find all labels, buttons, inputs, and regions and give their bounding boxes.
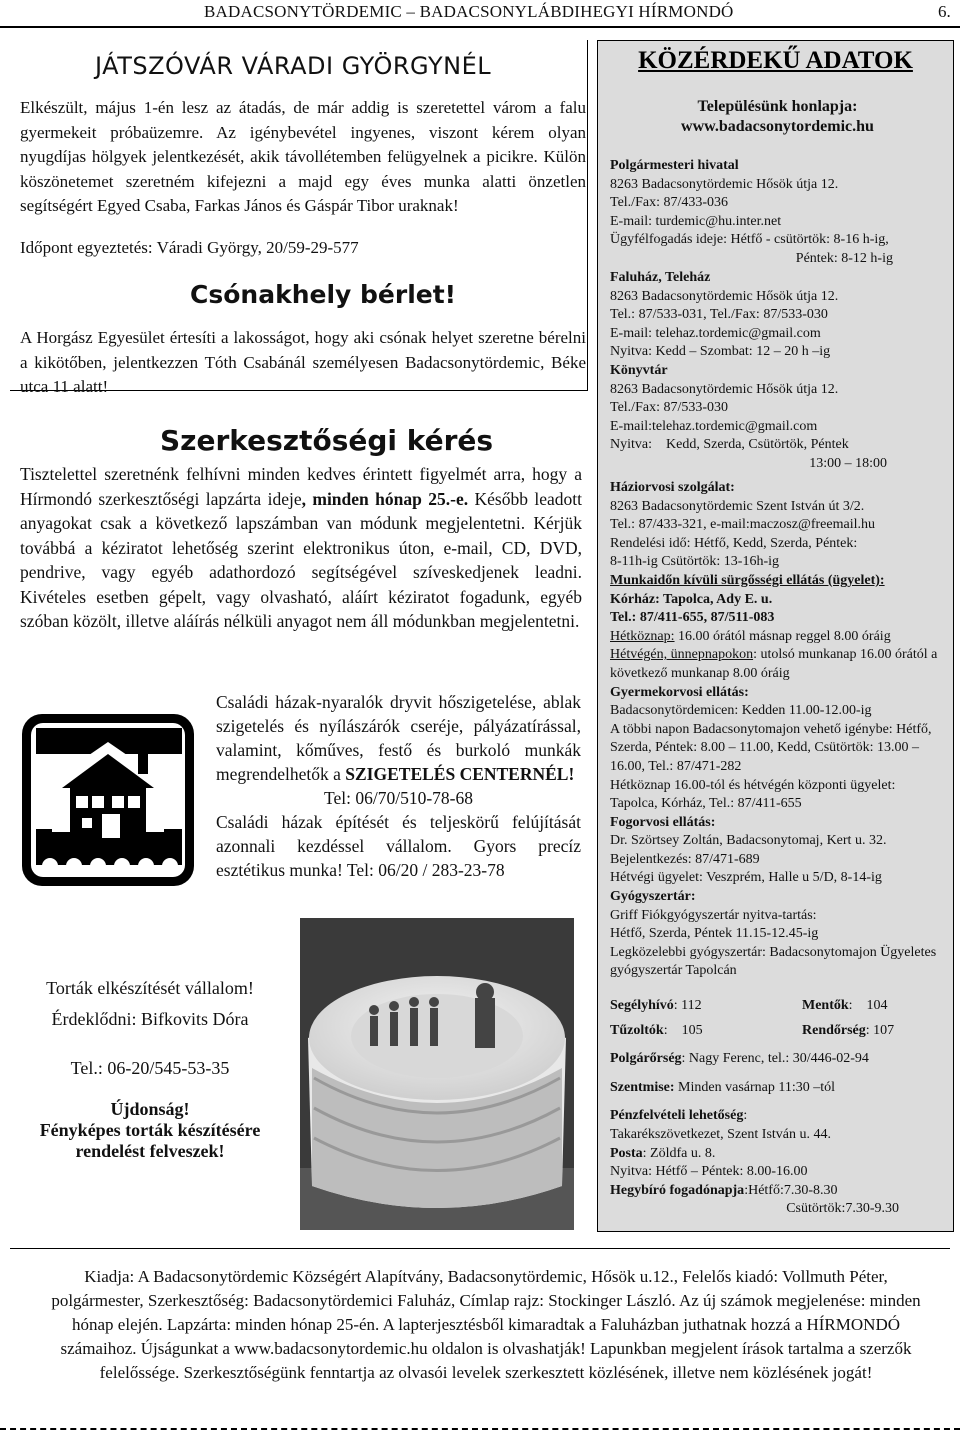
pm-hours-friday: Péntek: 8-12 h-ig xyxy=(795,250,893,266)
hegy-label: Hegybíró fogadónapja xyxy=(610,1182,745,1198)
honlap-label: Településünk honlapja: xyxy=(697,98,858,115)
kt-email[interactable]: E-mail:telehaz.tordemic@gmail.com xyxy=(610,418,818,434)
ment-val: : 104 xyxy=(848,998,888,1013)
kozerdeku-adatok-box xyxy=(597,40,954,1232)
posta xyxy=(610,1145,945,1164)
gyogyszertar-3: Legközelebbi gyógyszertár: Badacsonytomajon Ügyeletes gyógyszertár Tapolcán xyxy=(610,944,937,979)
faluhaz xyxy=(610,269,945,474)
polgarmesteri-hivatal xyxy=(610,157,945,269)
szerkesztosegi-body xyxy=(20,462,582,634)
kt-label: Könyvtár xyxy=(610,362,668,378)
kt-addr: 8263 Badacsonytördemic Hősök útja 12. xyxy=(610,381,839,397)
gyogyszertar-label: Gyógyszertár: xyxy=(610,889,696,905)
seg-label: Segélyhívó xyxy=(610,998,674,1013)
segely-row-1 xyxy=(610,997,945,1016)
ho-addr: 8263 Badacsonytördemic Szent István út 3/2. xyxy=(610,498,865,514)
ugyelet-korhaz: Kórház: Tapolca, Ady E. u. xyxy=(610,591,773,607)
epites-text: Családi házak építését és teljeskörű felújítását azonnali kezdéssel vállalom. Gyors precíz esztétikus munka! Tel: 06/20 / 283-23-78 xyxy=(216,812,581,880)
impresszum-box xyxy=(10,1248,950,1421)
tuzoltok xyxy=(610,1022,802,1041)
mise-label: Szentmise: xyxy=(610,1079,675,1095)
torta-line1: Torták elkészítését vállalom! xyxy=(46,978,254,998)
polg-label: Polgárőrség xyxy=(610,1051,682,1067)
hetkoznap-text: 16.00 órától másnap reggel 8.00 óráig xyxy=(674,628,891,644)
torta-ad xyxy=(10,978,290,1162)
penzfelvetel xyxy=(610,1107,945,1126)
segelyhivo xyxy=(610,997,802,1016)
fh-email[interactable]: E-mail: telehaz.tordemic@gmail.com xyxy=(610,325,821,341)
szigeteles-phone: Tel: 06/70/510-78-68 xyxy=(324,788,473,808)
page-header xyxy=(0,0,960,28)
fh-addr: 8263 Badacsonytördemic Hősök útja 12. xyxy=(610,288,839,304)
ho-label: Háziorvosi szolgálat: xyxy=(610,480,735,495)
torta-new-text: Fényképes torták készítésére rendelést felveszek! xyxy=(39,1120,261,1161)
gyogyszertar-1: Griff Fiókgyógyszertár nyitva-tartás: xyxy=(610,907,817,923)
pm-email[interactable]: E-mail: turdemic@hu.inter.net xyxy=(610,213,782,229)
newspaper-title: BADACSONYTÖRDEMIC – BADACSONYLÁBDIHEGYI HÍRMONDÓ xyxy=(204,2,734,21)
pm-addr: 8263 Badacsonytördemic Hősök útja 12. xyxy=(610,176,839,192)
szigeteles-text: Családi házak-nyaralók dryvit hőszigetelése, ablak szigetelés és nyílászárók cseréje, pályázatírással, valamint, kőműves, festő és burkoló munkák megrendelhetők a xyxy=(216,692,581,784)
honlap-url[interactable]: www.badacsonytordemic.hu xyxy=(681,118,874,135)
house-icon xyxy=(22,714,194,886)
hetkoznap-label: Hétköznap: xyxy=(610,628,675,644)
kt-tel: Tel./Fax: 87/533-030 xyxy=(610,400,729,416)
kozerdeku-title: KÖZÉRDEKŰ ADATOK xyxy=(638,47,913,74)
pm-hours: Ügyfélfogadás ideje: Hétfő - csütörtök: 8-16 h-ig, xyxy=(610,232,889,248)
posta-hours: Nyitva: Hétfő – Péntek: 8.00-16.00 xyxy=(610,1164,808,1180)
bottom-rule xyxy=(0,1428,960,1430)
mentok xyxy=(802,997,888,1016)
fh-hours: Nyitva: Kedd – Szombat: 12 – 20 h –ig xyxy=(610,344,831,360)
segelyhivok xyxy=(610,997,945,1219)
segely-row-2 xyxy=(610,1022,945,1041)
penz-1: Takarékszövetkezet, Szent István u. 44. xyxy=(610,1126,831,1142)
hegy-val-2: Csütörtök:7.30-9.30 xyxy=(786,1201,899,1217)
kt-hours: Nyitva: Kedd, Szerda, Csütörtök, Péntek xyxy=(610,437,849,453)
mise-val: Minden vasárnap 11:30 –tól xyxy=(674,1079,835,1095)
hetvege-label: Hétvégén, ünnepnapokon xyxy=(610,647,754,663)
csonakhely-body: A Horgász Egyesület értesíti a lakosságot, hogy aki csónak helyet szeretne bérelni a kikötőben, jelentkezzen Tóth Csabánál személyesen Badacsonytördemic, Béke utca 11 alatt! xyxy=(20,328,586,396)
polgarorseg xyxy=(610,1050,945,1069)
rend-label: Rendőrség xyxy=(802,1022,866,1038)
page-number: 6. xyxy=(938,2,951,21)
ugyelet-hetkoznap xyxy=(610,628,945,647)
gyermekorvos-3: Hétköznap 16.00-tól és hétvégén központi ügyelet: Tapolca, Kórház, Tel.: 87/411-655 xyxy=(610,777,896,812)
hetvege-text: : utolsó munkanap 16.00 órától a következő munkanap 8.00 óráig xyxy=(610,647,938,681)
szerk-deadline: , minden hónap 25.-e. xyxy=(301,488,469,509)
posta-label: Posta xyxy=(610,1145,643,1161)
fh-tel: Tel.: 87/533-031, Tel./Fax: 87/533-030 xyxy=(610,307,828,323)
szerkesztosegi-title: Szerkesztőségi kérés xyxy=(160,424,494,457)
szigeteles-brand: SZIGETELÉS CENTERNÉL! xyxy=(345,764,575,784)
rendorseg xyxy=(802,1022,894,1041)
rend-val: : 107 xyxy=(865,1022,895,1038)
jatszovar-title: JÁTSZÓVÁR VÁRADI GYÖRGYNÉL xyxy=(95,52,492,80)
torta-line2: Érdeklődni: Bifkovits Dóra xyxy=(51,1009,249,1029)
szigeteles-ad xyxy=(216,690,581,882)
szentmise xyxy=(610,1079,945,1098)
fh-label: Faluház, Teleház xyxy=(610,270,711,285)
pm-label: Polgármesteri hivatal xyxy=(610,158,739,173)
gyermekorvos-2: A többi napon Badacsonytomajon vehető igénybe: Hétfő, Szerda, Péntek: 8.00 – 11.00, Kedd, Csütörtök: 13.00 – 16.00, Tel.: 87/471-282 xyxy=(610,721,932,774)
seg-val: : 112 xyxy=(673,998,702,1013)
csonakhely-title: Csónakhely bérlet! xyxy=(190,280,457,309)
ugyelet-label: Munkaidőn kívüli sürgősségi ellátás (ügyelet): xyxy=(610,572,885,588)
pm-tel: Tel./Fax: 87/433-036 xyxy=(610,195,729,211)
fogorvos-3: Hétvégi ügyelet: Veszprém, Halle u 5/D, 8-14-ig xyxy=(610,870,882,886)
szerk-body-part2: Később leadott anyagokat csak a következő lapszámban van módunk megjelentetni. Kérjük továbbá a kéziratot lehetőség szerint elektronikus úton, e-mail, CD, DVD, pendrive, vagy egyéb adathordozó segítségével szíveskedjenek leadni. Kivételes esetben gépelt, vagy olvasható, aláírt kéziratot fogadunk, egyéb szóban közölt, illetve aláírás nélküli anyagot nem áll módunkban megjelentetni. xyxy=(20,488,583,631)
torta-new: Újdonság! xyxy=(110,1099,190,1119)
ho-hours-2: 8-11h-ig Csütörtök: 13-16h-ig xyxy=(610,554,780,570)
tuz-val: : 105 xyxy=(663,1022,703,1038)
hegy-val: :Hétfő:7.30-8.30 xyxy=(744,1182,838,1198)
hegybiro xyxy=(610,1182,945,1201)
ment-label: Mentők xyxy=(802,998,849,1013)
cake-photo xyxy=(300,918,574,1230)
torta-phone: Tel.: 06-20/545-53-35 xyxy=(70,1058,230,1078)
gyermekorvos-1: Badacsonytördemicen: Kedden 11.00-12.00-ig xyxy=(610,703,872,719)
haziorvos xyxy=(610,479,945,981)
penz-label: Pénzfelvételi lehetőség xyxy=(610,1108,744,1124)
gyogyszertar-2: Hétfő, Szerda, Péntek 11.15-12.45-ig xyxy=(610,926,819,942)
gyermekorvos-label: Gyermekorvosi ellátás: xyxy=(610,684,749,700)
jatszovar-contact: Időpont egyeztetés: Váradi György, 20/59-29-577 xyxy=(20,238,359,257)
ho-hours: Rendelési idő: Hétfő, Kedd, Szerda, Péntek: xyxy=(610,535,858,551)
polg-val: : Nagy Ferenc, tel.: 30/446-02-94 xyxy=(681,1051,869,1067)
posta-val: : Zöldfa u. 8. xyxy=(642,1145,716,1161)
fogorvos-2: Bejelentkezés: 87/471-689 xyxy=(610,851,760,867)
tuz-label: Tűzoltók xyxy=(610,1022,664,1038)
impresszum-text: Kiadja: A Badacsonytördemic Községért Alapítvány, Badacsonytördemic, Hősök u.12., Felelős kiadó: Vollmuth Péter, polgármester, Szerkesztőség: Badacsonytördemici Faluház, Címlap rajz: Stockinger László. Az új számok megjelenése: minden hónap elején. Lapzárta: minden hónap 25-én. A lapterjesztésből kimaradtak a Faluházban juthatnak hozzá a HÍRMONDÓ számaihoz. Újságunkat a www.badacsonytordemic.hu oldalon is olvashatják! Lapunkban megjelent írások tartalma a szerzők felelőssége. Szerkesztőségünk fenntartja az olvasói levelek szerkesztett közlésének, illetve nem közlésének jogát! xyxy=(51,1267,921,1382)
ho-tel: Tel.: 87/433-321, e-mail:maczosz@freemail.hu xyxy=(610,517,875,533)
fogorvos-label: Fogorvosi ellátás: xyxy=(610,814,716,830)
kt-hours-time: 13:00 – 18:00 xyxy=(809,455,887,471)
penz-colon: : xyxy=(743,1108,748,1124)
szerk-body-part1: Tisztelettel szeretnénk felhívni minden kedves érintett figyelmét arra, hogy a Hírmondó szerkesztőségi lapzárta ideje xyxy=(20,464,582,509)
fogorvos-1: Dr. Szörtsey Zoltán, Badacsonytomaj, Kert u. 32. xyxy=(610,833,887,849)
ugyelet-tel: Tel.: 87/411-655, 87/511-083 xyxy=(610,610,775,626)
jatszovar-body: Elkészült, május 1-én lesz az átadás, de már addig is szeretettel várom a falu gyermekeit próbaüzemre. Az igénybevétel ingyenes, viszont kérem olyan nyugdíjas hölgyek jelentkezését, akik távollétemben felügyelnek a picikre. Külön köszönetemet szeretném kifejezni a majd egy éves munka alatti önzetlen segítségért Egyed Csaba, Farkas János és Gáspár Tibor uraknak! xyxy=(20,98,586,215)
ugyelet-hetvege xyxy=(610,646,945,683)
